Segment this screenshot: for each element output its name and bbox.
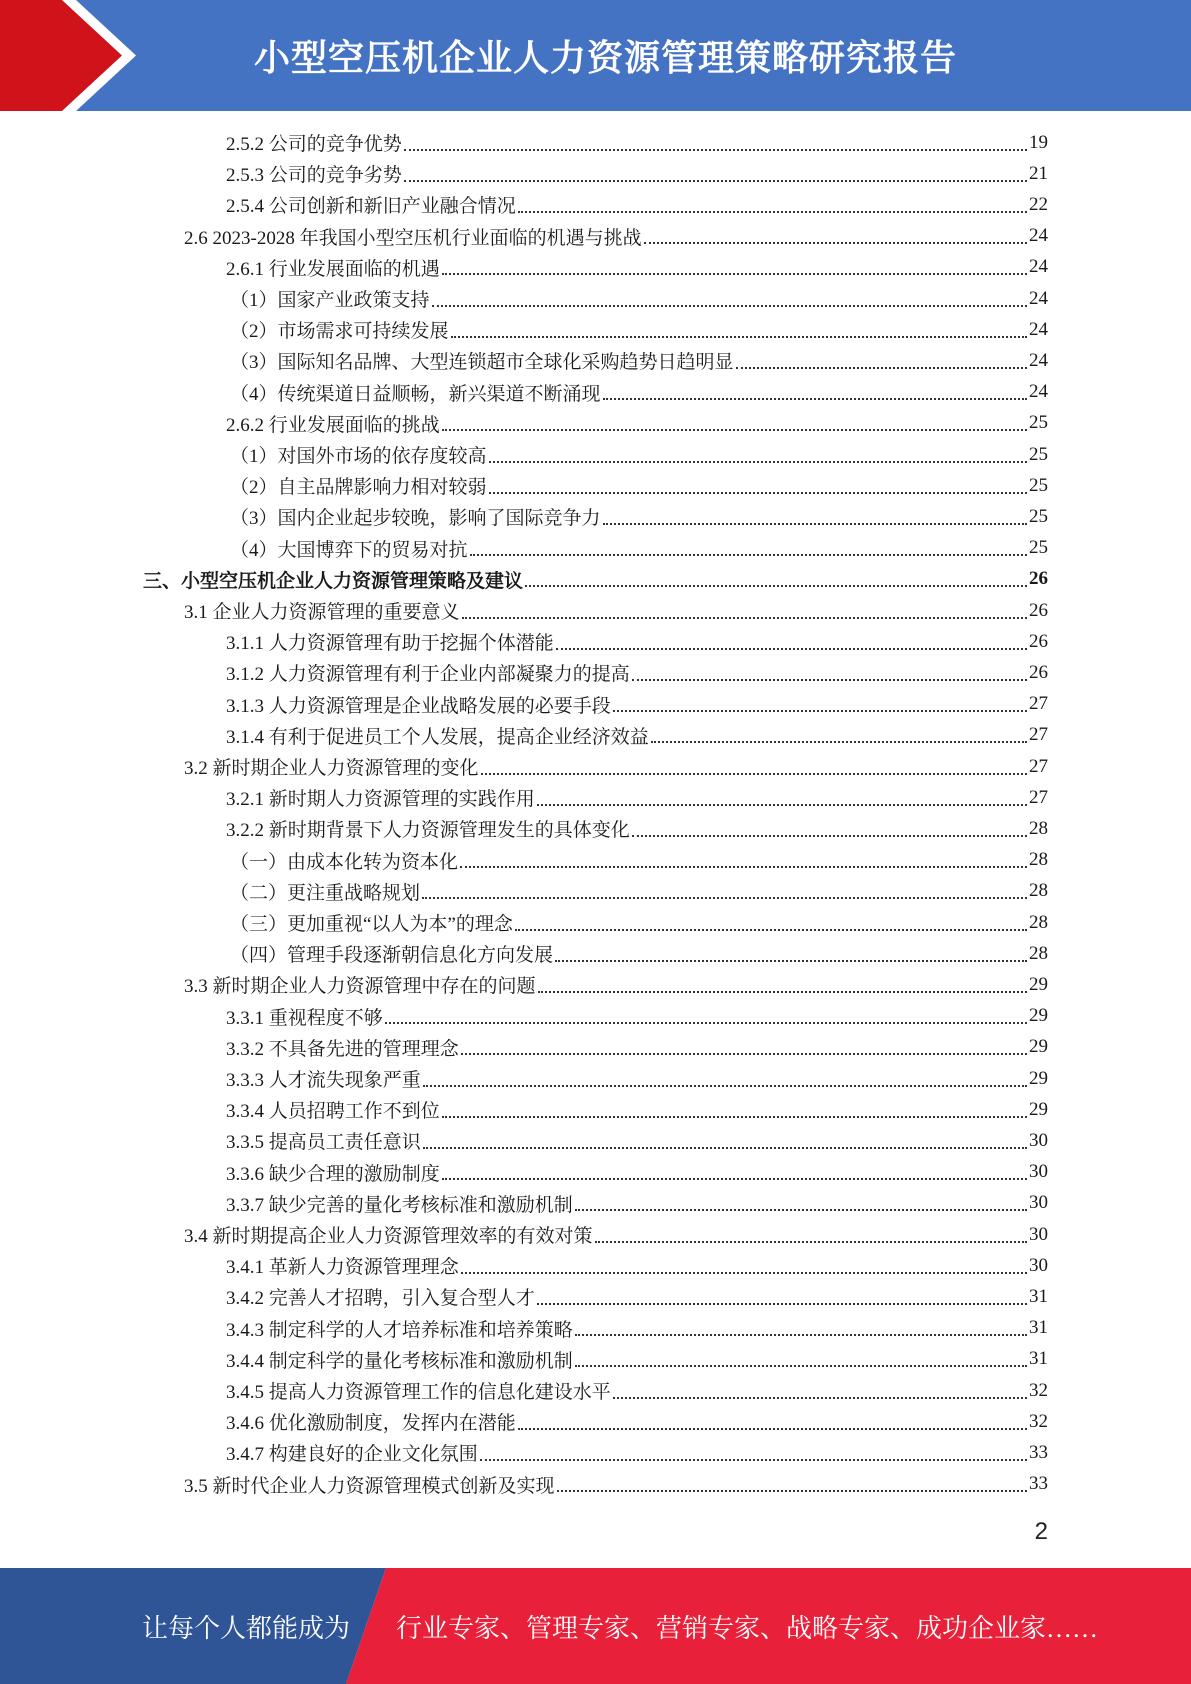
toc-entry-page: 27 xyxy=(1029,693,1048,715)
toc-dot-leader xyxy=(461,1053,1027,1055)
toc-entry-title: 3.3.4 人员招聘工作不到位 xyxy=(226,1101,440,1123)
toc-entry[interactable] xyxy=(226,1437,1048,1468)
toc-entry-page: 28 xyxy=(1029,942,1048,964)
toc-entry[interactable] xyxy=(230,283,1048,314)
toc-dot-leader xyxy=(557,1490,1027,1492)
toc-entry[interactable] xyxy=(226,1313,1048,1344)
toc-dot-leader xyxy=(442,429,1027,431)
toc-entry-page: 31 xyxy=(1029,1285,1048,1307)
toc-entry[interactable] xyxy=(226,782,1048,813)
toc-entry-title: （2）市场需求可持续发展 xyxy=(230,321,449,343)
report-title: 小型空压机企业人力资源管理策略研究报告 xyxy=(253,38,957,79)
toc-entry-title: （一）由成本化转为资本化 xyxy=(230,851,459,873)
toc-entry-title: 3.3.5 提高员工责任意识 xyxy=(226,1132,421,1154)
toc-entry[interactable] xyxy=(230,907,1048,938)
toc-entry-page: 31 xyxy=(1029,1348,1048,1370)
toc-entry-page: 29 xyxy=(1029,1005,1048,1027)
toc-entry-title: 3.3.3 人才流失现象严重 xyxy=(226,1070,421,1091)
footer-slogan-right: 行业专家、管理专家、营销专家、战略专家、成功企业家…… xyxy=(396,1613,1099,1643)
toc-entry[interactable] xyxy=(184,969,1048,1000)
toc-entry-title: 3.4.3 制定科学的人才培养标准和培养策略 xyxy=(226,1319,573,1341)
toc-dot-leader xyxy=(462,617,1027,619)
toc-dot-leader xyxy=(461,1272,1027,1274)
toc-entry-title: （4）大国博弈下的贸易对抗 xyxy=(230,539,468,561)
toc-entry[interactable] xyxy=(230,470,1048,501)
toc-dot-leader xyxy=(442,273,1027,275)
toc-entry[interactable] xyxy=(230,533,1048,564)
toc-entry-page: 25 xyxy=(1029,412,1048,434)
toc-entry[interactable] xyxy=(226,408,1048,439)
toc-entry-page: 24 xyxy=(1029,381,1048,403)
toc-entry[interactable] xyxy=(184,1219,1048,1250)
toc-entry[interactable] xyxy=(230,501,1048,532)
toc-entry-title: 3.1.2 人力资源管理有利于企业内部凝聚力的提高 xyxy=(226,664,630,686)
toc-dot-leader xyxy=(470,554,1027,556)
page-footer xyxy=(0,1568,1191,1684)
toc-entry-title: 3.3 新时期企业人力资源管理中存在的问题 xyxy=(184,976,536,998)
toc-dot-leader xyxy=(442,1116,1027,1118)
toc-entry-page: 21 xyxy=(1029,162,1048,184)
toc-entry-page: 22 xyxy=(1029,193,1048,215)
toc-entry-title: 3.4.1 革新人力资源管理理念 xyxy=(226,1257,459,1279)
toc-dot-leader xyxy=(404,149,1027,151)
toc-entry-title: （3）国际知名品牌、大型连锁超市全球化采购趋势日趋明显 xyxy=(230,352,734,374)
toc-entry-title: 3.4.6 优化激励制度，发挥内在潜能 xyxy=(226,1413,516,1435)
toc-dot-leader xyxy=(644,242,1027,244)
toc-dot-leader xyxy=(525,585,1027,587)
toc-entry-title: （3）国内企业起步较晚，影响了国际竞争力 xyxy=(230,508,601,530)
toc-entry-page: 27 xyxy=(1029,755,1048,777)
toc-entry[interactable] xyxy=(226,1094,1048,1125)
toc-entry[interactable] xyxy=(226,813,1048,844)
toc-dot-leader xyxy=(515,929,1027,931)
toc-entry-title: 3.1.3 人力资源管理是企业战略发展的必要手段 xyxy=(226,695,611,717)
toc-entry-page: 25 xyxy=(1029,443,1048,465)
toc-entry-page: 28 xyxy=(1029,817,1048,839)
toc-entry[interactable] xyxy=(230,845,1048,876)
toc-dot-leader xyxy=(518,211,1027,213)
toc-entry-page: 24 xyxy=(1029,256,1048,278)
toc-entry-title: 三、小型空压机企业人力资源管理策略及建议 xyxy=(143,570,524,592)
toc-entry[interactable] xyxy=(226,1188,1048,1219)
toc-entry-title: （四）管理手段逐渐朝信息化方向发展 xyxy=(230,945,554,967)
toc-dot-leader xyxy=(442,1178,1027,1180)
toc-entry-title: （二）更注重战略规划 xyxy=(230,882,421,904)
toc-dot-leader xyxy=(575,1209,1027,1211)
toc-entry[interactable] xyxy=(230,439,1048,470)
toc-entry-page: 28 xyxy=(1029,880,1048,902)
toc-entry-page: 26 xyxy=(1029,661,1048,683)
toc-dot-leader xyxy=(518,1428,1027,1430)
toc-dot-leader xyxy=(555,960,1027,962)
toc-entry[interactable] xyxy=(226,1250,1048,1281)
toc-entry-page: 29 xyxy=(1029,1098,1048,1120)
toc-dot-leader xyxy=(632,679,1027,681)
toc-entry-title: 3.4.4 制定科学的量化考核标准和激励机制 xyxy=(226,1350,573,1372)
toc-entry-title: 3.2.2 新时期背景下人力资源管理发生的具体变化 xyxy=(226,820,630,842)
toc-entry[interactable] xyxy=(226,626,1048,657)
toc-entry-page: 30 xyxy=(1029,1254,1048,1276)
toc-entry-title: 3.5 新时代企业人力资源管理模式创新及实现 xyxy=(184,1475,555,1497)
toc-entry-title: 2.5.4 公司创新和新旧产业融合情况 xyxy=(226,196,516,218)
toc-dot-leader xyxy=(603,398,1027,400)
toc-entry[interactable] xyxy=(184,221,1048,252)
toc-entry-page: 24 xyxy=(1029,287,1048,309)
toc-dot-leader xyxy=(451,336,1027,338)
toc-entry-page: 30 xyxy=(1029,1192,1048,1214)
toc-entry[interactable] xyxy=(226,689,1048,720)
toc-dot-leader xyxy=(422,897,1027,899)
toc-entry-title: 2.6.1 行业发展面临的机遇 xyxy=(226,258,440,280)
toc-dot-leader xyxy=(423,1085,1027,1087)
toc-entry[interactable] xyxy=(230,345,1048,376)
toc-dot-leader xyxy=(613,1397,1027,1399)
toc-entry-title: 2.6 2023-2028 年我国小型空压机行业面临的机遇与挑战 xyxy=(184,227,642,249)
toc-entry-page: 27 xyxy=(1029,786,1048,808)
toc-dot-leader xyxy=(489,492,1027,494)
toc-entry-page: 24 xyxy=(1029,225,1048,247)
toc-entry[interactable] xyxy=(230,938,1048,969)
toc-entry-title: 3.2.1 新时期人力资源管理的实践作用 xyxy=(226,789,535,811)
toc-dot-leader xyxy=(575,1365,1027,1367)
toc-entry[interactable] xyxy=(230,377,1048,408)
toc-dot-leader xyxy=(736,367,1027,369)
toc-entry[interactable] xyxy=(226,1375,1048,1406)
page-header xyxy=(0,0,1191,111)
toc-entry-page: 26 xyxy=(1029,630,1048,652)
toc-dot-leader xyxy=(404,180,1027,182)
toc-entry-page: 26 xyxy=(1029,568,1048,590)
toc-entry-page: 29 xyxy=(1029,973,1048,995)
toc-entry[interactable] xyxy=(230,314,1048,345)
toc-entry[interactable] xyxy=(226,1032,1048,1063)
toc-entry[interactable] xyxy=(226,1063,1048,1094)
toc-entry[interactable] xyxy=(184,595,1048,626)
toc-entry[interactable] xyxy=(184,751,1048,782)
toc-dot-leader xyxy=(385,1022,1027,1024)
toc-entry[interactable] xyxy=(226,1344,1048,1375)
toc-entry-title: 3.4 新时期提高企业人力资源管理效率的有效对策 xyxy=(184,1226,593,1247)
toc-entry-page: 28 xyxy=(1029,911,1048,933)
toc-entry-page: 29 xyxy=(1029,1036,1048,1058)
page-number: 2 xyxy=(1034,1518,1048,1545)
toc-entry-title: 3.1.4 有利于促进员工个人发展，提高企业经济效益 xyxy=(226,726,649,748)
toc-dot-leader xyxy=(575,1334,1027,1336)
toc-entry-page: 24 xyxy=(1029,349,1048,371)
toc-entry-title: （4）传统渠道日益顺畅，新兴渠道不断涌现 xyxy=(230,383,601,405)
toc-entry-page: 24 xyxy=(1029,318,1048,340)
toc-dot-leader xyxy=(556,648,1027,650)
toc-entry-page: 19 xyxy=(1029,131,1048,153)
toc-entry-page: 33 xyxy=(1029,1473,1048,1495)
toc-entry-title: 3.3.1 重视程度不够 xyxy=(226,1007,383,1029)
toc-entry-page: 33 xyxy=(1029,1441,1048,1463)
toc-dot-leader xyxy=(603,523,1027,525)
toc-entry[interactable] xyxy=(226,1125,1048,1156)
toc-dot-leader xyxy=(651,741,1027,743)
toc-entry[interactable] xyxy=(226,158,1048,189)
toc-entry[interactable] xyxy=(226,657,1048,688)
toc-entry-page: 25 xyxy=(1029,537,1048,559)
toc-dot-leader xyxy=(537,1303,1027,1305)
toc-entry-title: （1）对国外市场的依存度较高 xyxy=(230,446,487,467)
toc-entry-page: 30 xyxy=(1029,1161,1048,1183)
toc-dot-leader xyxy=(632,835,1027,837)
toc-entry-title: 3.2 新时期企业人力资源管理的变化 xyxy=(184,758,479,779)
toc-entry[interactable] xyxy=(184,1469,1048,1500)
toc-entry-title: 3.3.7 缺少完善的量化考核标准和激励机制 xyxy=(226,1194,573,1216)
toc-entry-page: 26 xyxy=(1029,599,1048,621)
toc-dot-leader xyxy=(489,461,1027,463)
toc-dot-leader xyxy=(423,1147,1027,1149)
toc-entry[interactable] xyxy=(226,1281,1048,1312)
toc-entry-title: （三）更加重视“以人为本”的理念 xyxy=(230,914,513,935)
toc-entry[interactable] xyxy=(226,720,1048,751)
toc-entry-page: 30 xyxy=(1029,1129,1048,1151)
toc-dot-leader xyxy=(537,804,1027,806)
toc-dot-leader xyxy=(432,305,1027,307)
toc-entry[interactable] xyxy=(226,189,1048,220)
footer-slogan-left: 让每个人都能成为 xyxy=(142,1613,351,1643)
toc-entry-page: 28 xyxy=(1029,849,1048,871)
toc-entry[interactable] xyxy=(226,252,1048,283)
toc-dot-leader xyxy=(480,1459,1027,1461)
toc-dot-leader xyxy=(460,866,1027,868)
toc-entry[interactable] xyxy=(226,1157,1048,1188)
toc-entry[interactable] xyxy=(226,1001,1048,1032)
toc-entry-title: 3.1 企业人力资源管理的重要意义 xyxy=(184,602,460,623)
toc-entry-page: 32 xyxy=(1029,1410,1048,1432)
toc-entry[interactable] xyxy=(230,876,1048,907)
toc-entry-title: 2.5.2 公司的竞争优势 xyxy=(226,134,402,155)
toc-dot-leader xyxy=(481,773,1027,775)
toc-entry-title: 3.3.6 缺少合理的激励制度 xyxy=(226,1163,440,1185)
toc-entry-page: 32 xyxy=(1029,1379,1048,1401)
toc-entry-title: 3.4.7 构建良好的企业文化氛围 xyxy=(226,1444,478,1466)
toc-entry-page: 29 xyxy=(1029,1067,1048,1089)
toc-entry-page: 31 xyxy=(1029,1317,1048,1339)
toc-entry-title: （1）国家产业政策支持 xyxy=(230,290,430,311)
toc-entry-title: 3.4.2 完善人才招聘，引入复合型人才 xyxy=(226,1288,535,1310)
toc-entry-page: 30 xyxy=(1029,1223,1048,1245)
toc-entry-title: 3.1.1 人力资源管理有助于挖掘个体潜能 xyxy=(226,633,554,655)
toc-entry-title: 2.6.2 行业发展面临的挑战 xyxy=(226,414,440,436)
toc-entry[interactable] xyxy=(226,127,1048,158)
toc-entry-title: 3.3.2 不具备先进的管理理念 xyxy=(226,1038,459,1060)
toc-entry-page: 25 xyxy=(1029,474,1048,496)
toc-entry-title: 3.4.5 提高人力资源管理工作的信息化建设水平 xyxy=(226,1382,611,1403)
toc-entry[interactable] xyxy=(226,1406,1048,1437)
toc-entry-page: 25 xyxy=(1029,505,1048,527)
toc-entry-title: （2）自主品牌影响力相对较弱 xyxy=(230,477,487,499)
toc-dot-leader xyxy=(538,991,1027,993)
toc-dot-leader xyxy=(595,1241,1027,1243)
toc-entry[interactable] xyxy=(143,564,1048,595)
toc-entry-page: 27 xyxy=(1029,724,1048,746)
toc-entry-title: 2.5.3 公司的竞争劣势 xyxy=(226,165,402,187)
toc-dot-leader xyxy=(613,710,1027,712)
